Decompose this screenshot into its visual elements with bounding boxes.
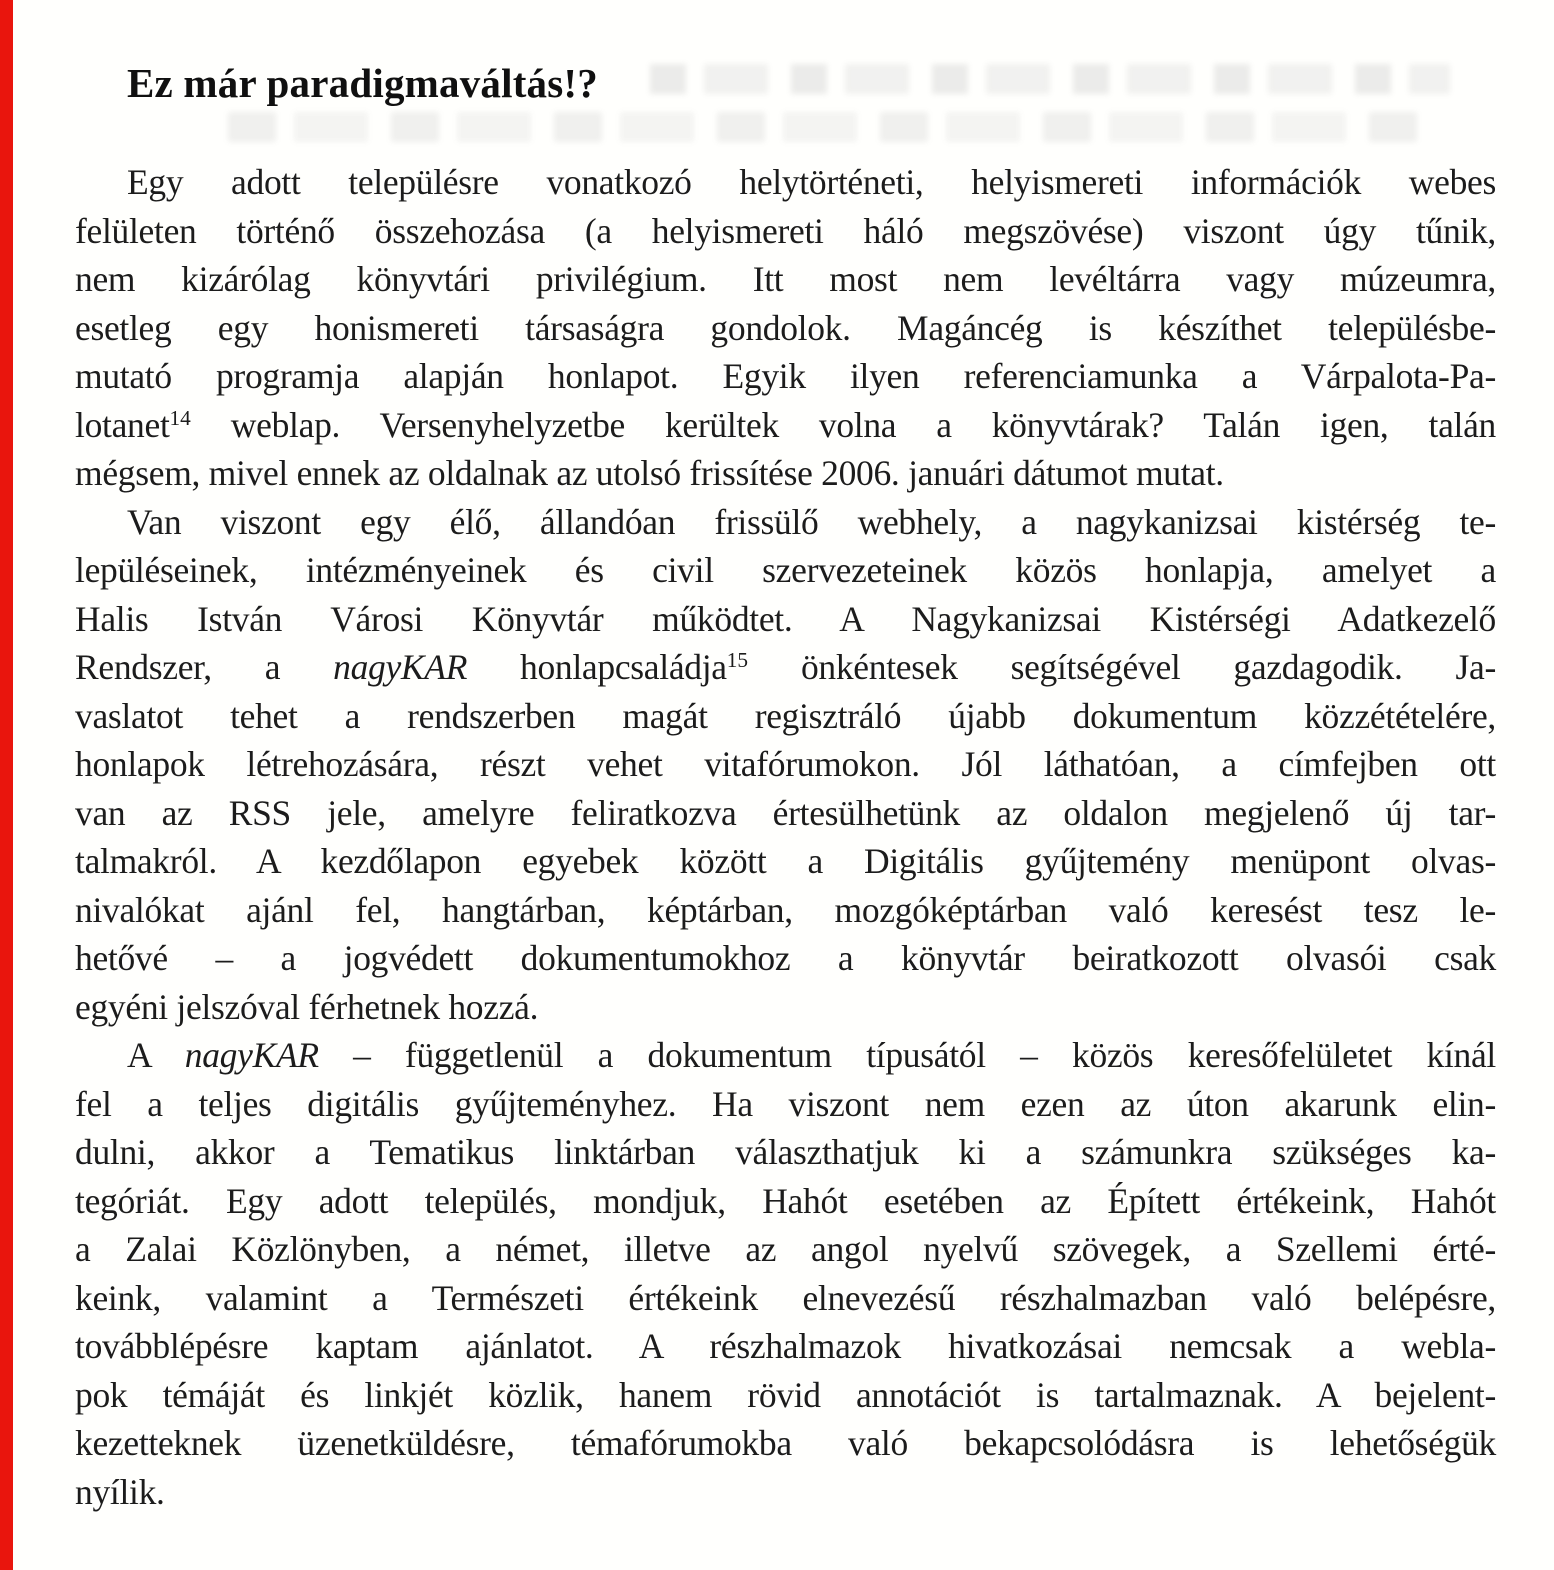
text-line: talmakról. A kezdőlapon egyebek között a Digitális gyűjtemény menüpont olvas- xyxy=(75,841,1496,881)
text-line: vaslatot tehet a rendszerben magát regisztráló újabb dokumentum közzétételére, xyxy=(75,695,1496,736)
text-block xyxy=(75,158,1496,1516)
text-line: honlapok létrehozására, részt vehet vitafórumokon. Jól láthatóan, a címfejben ott xyxy=(75,744,1496,784)
text-line: van az RSS jele, amelyre feliratkozva értesülhetünk az oldalon megjelenő új tar- xyxy=(75,792,1496,833)
text-line: továbblépésre kaptam ajánlatot. A részhalmazok hivatkozásai nemcsak a webla- xyxy=(75,1326,1496,1366)
text-line: hetővé – a jogvédett dokumentumokhoz a könyvtár beiratkozott olvasói csak xyxy=(75,938,1496,978)
text-column xyxy=(75,58,1496,1516)
text-line: mégsem, mivel ennek az oldalnak az utolsó frissítése 2006. januári dátumot mutat. xyxy=(75,453,1224,493)
text-line: nyílik. xyxy=(75,1471,165,1512)
text-line: nem kizárólag könyvtári privilégium. Itt most nem levéltárra vagy múzeumra, xyxy=(75,259,1496,299)
paragraph xyxy=(75,1031,1496,1516)
scan-edge-stripe xyxy=(0,0,13,1570)
text-line: lepüléseinek, intézményeinek és civil szervezeteinek közös honlapja, amelyet a xyxy=(75,550,1496,590)
text-line: Rendszer, a nagyKAR honlapcsaládja$^{15}$ önkéntesek segítségével gazdagodik. Ja- xyxy=(75,647,1496,687)
text-line: mutató programja alapján honlapot. Egyik ilyen referenciamunka a Várpalota-Pa- xyxy=(75,356,1496,396)
paragraph xyxy=(75,158,1496,498)
text-line: Halis István Városi Könyvtár működtet. A Nagykanizsai Kistérségi Adatkezelő xyxy=(75,598,1496,639)
section-heading: Ez már paradigmaváltás!? xyxy=(127,60,598,106)
paragraph xyxy=(75,498,1496,1032)
text-line: fel a teljes digitális gyűjteményhez. Ha viszont nem ezen az úton akarunk elin- xyxy=(75,1083,1496,1124)
footnote-ref: 14 xyxy=(169,405,191,430)
text-line: a Zalai Közlönyben, a német, illetve az angol nyelvű szövegek, a Szellemi érté- xyxy=(75,1229,1496,1269)
text-line: kezetteknek üzenetküldésre, témafórumokba való bekapcsolódásra is lehetőségük xyxy=(75,1423,1496,1463)
text-line: tegóriát. Egy adott település, mondjuk, Hahót esetében az Épített értékeink, Hahót xyxy=(75,1180,1496,1221)
text-line: dulni, akkor a Tematikus linktárban választhatjuk ki a számunkra szükséges ka- xyxy=(75,1132,1496,1172)
text-line: Egy adott településre vonatkozó helytörténeti, helyismereti információk webes xyxy=(127,162,1496,202)
text-line: A nagyKAR – függetlenül a dokumentum típusától – közös keresőfelületet kínál xyxy=(127,1035,1496,1075)
footnote-ref: 15 xyxy=(726,648,749,673)
text-line: keink, valamint a Természeti értékeink elnevezésű részhalmazban való belépésre, xyxy=(75,1277,1496,1318)
text-line: felületen történő összehozása (a helyismereti háló megszövése) viszont úgy tűnik, xyxy=(75,210,1496,251)
text-line: Van viszont egy élő, állandóan frissülő webhely, a nagykanizsai kistérség te- xyxy=(127,501,1496,542)
text-line: pok témáját és linkjét közlik, hanem rövid annotációt is tartalmaznak. A bejelent- xyxy=(75,1374,1496,1415)
text-line: egyéni jelszóval férhetnek hozzá. xyxy=(75,986,539,1027)
text-line: lotanet$^{14}$ weblap. Versenyhelyzetbe kerültek volna a könyvtárak? Talán igen, talán xyxy=(75,404,1496,445)
text-line: esetleg egy honismereti társaságra gondolok. Magáncég is készíthet településbe- xyxy=(75,307,1496,348)
text-line: nivalókat ajánl fel, hangtárban, képtárban, mozgóképtárban való keresést tesz le- xyxy=(75,889,1496,930)
